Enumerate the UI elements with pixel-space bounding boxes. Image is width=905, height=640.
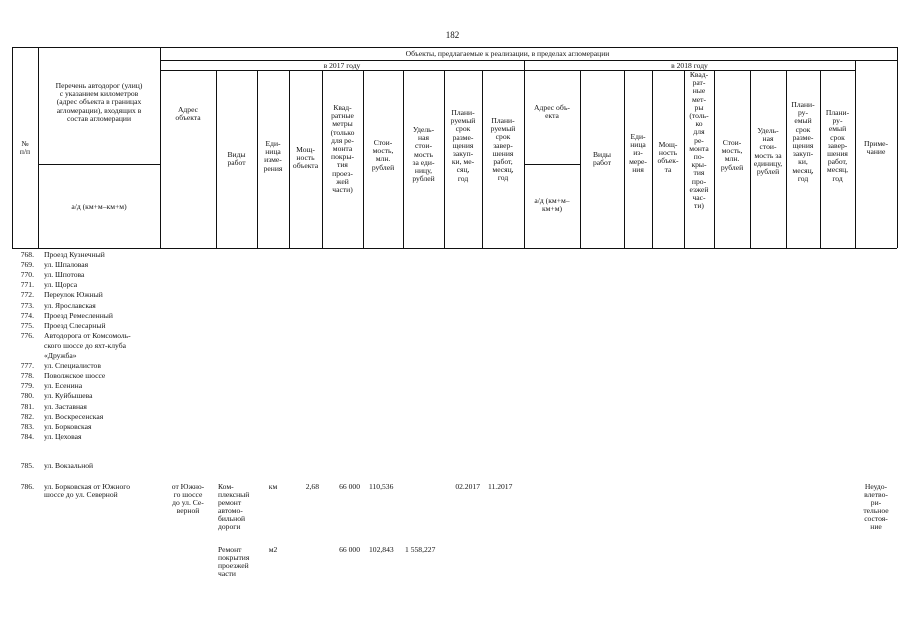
grid-line-v: [38, 47, 39, 248]
header-work-2018: Виды работ: [592, 150, 612, 168]
row-number: 778.: [20, 371, 34, 381]
row-786-cost-2: 102,843: [369, 545, 394, 554]
header-addr-2018: Адрес объ- екта: [534, 103, 570, 121]
row-786-power-1: 2,68: [305, 482, 319, 491]
row-786-name-line1: ул. Борковская от Южного: [44, 482, 130, 491]
header-no: № п/п: [19, 139, 31, 157]
grid-line-v: [897, 47, 898, 248]
grid-line-h: [524, 164, 580, 165]
row-number: 776.: [20, 330, 34, 340]
row-road-name: Переулок Южный: [44, 290, 103, 300]
row-road-name: ул. Воскресенская: [44, 411, 104, 421]
row-road-name: Проезд Ремесленный: [44, 310, 113, 320]
header-sqm-2017: Квад- ратные метры (только для ре- монта покры- тия проез- жей части): [330, 103, 355, 195]
header-addr-2017: Адрес объекта: [175, 105, 201, 123]
grid-line-h: [160, 60, 897, 61]
row-road-name: ул. Шпаловая: [44, 260, 89, 270]
row-road-name: ул. Есенина: [44, 381, 83, 391]
row-number: 779.: [20, 381, 34, 391]
grid-line-h: [38, 164, 160, 165]
header-cost-2017: Стои- мость, млн. рублей: [371, 138, 395, 172]
row-number: 773.: [20, 300, 34, 310]
row-road-name: Поволжское шоссе: [44, 371, 106, 381]
row-786-cost-1: 110,536: [369, 482, 394, 491]
row-786-name-line2: шоссе до ул. Северной: [44, 490, 118, 499]
grid-line-h: [12, 47, 897, 48]
row-road-name: Проезд Слесарный: [44, 320, 106, 330]
row-number: 781.: [20, 401, 34, 411]
page-number: 182: [445, 30, 460, 40]
row-road-name: ул. Щорса: [44, 280, 78, 290]
row-number: 770.: [20, 270, 34, 280]
header-work-2017: Виды работ: [227, 150, 246, 168]
row-road-name: ул. Куйбышева: [44, 391, 93, 401]
header-purchase-2017: Плани- руемый срок разме- щения закуп- ки, ме- сяц, год: [450, 108, 476, 183]
row-road-name: Автодорога от Комсомоль-: [44, 330, 131, 340]
header-end-2017: Плани- руемый срок завер- шения работ, месяц, год: [490, 116, 516, 183]
header-2017: в 2017 году: [323, 61, 361, 70]
grid-line-h: [12, 248, 897, 249]
header-road-list: Перечень автодорог (улиц) с указанием километров (адрес объекта в границах агломерации), входящих в состав агломерации: [55, 81, 143, 123]
row-number: 774.: [20, 310, 34, 320]
row-number: 771.: [20, 280, 34, 290]
row-road-name: ул. Специалистов: [44, 361, 101, 371]
header-end-2018: Плани- ру- емый срок завер- шения работ, месяц, год: [825, 108, 850, 183]
header-unit-2018: Еди- ница из- мере- ния: [629, 132, 647, 174]
row-786-unit-2: м2: [268, 545, 278, 554]
row-number: 775.: [20, 320, 34, 330]
header-power-2018: Мощ- ность объек- та: [657, 140, 679, 174]
header-specific-2017: Удель- ная стои- мость за еди- ницу, рублей: [412, 125, 435, 184]
row-road-name: ского шоссе до яхт-клуба: [44, 340, 126, 350]
header-objects: Объекты, предлагаемые к реализации, в пределах агломерации: [405, 49, 610, 58]
row-number: 783.: [20, 421, 34, 431]
row-786-sqm-1: 66 000: [339, 482, 360, 491]
grid-line-v: [524, 60, 525, 248]
row-road-name: ул. Борковская: [44, 421, 92, 431]
row-786-purchase-1: 02.2017: [455, 482, 480, 491]
row-number: 784.: [20, 431, 34, 441]
header-note: Приме- чание: [863, 139, 889, 157]
header-unit-2017: Еди- ница изме- рения: [263, 139, 283, 173]
header-ad-2018: а/д (км+м– км+м): [534, 196, 570, 214]
header-ad: а/д (км+м–км+м): [71, 202, 127, 211]
header-2018: в 2018 году: [671, 61, 708, 70]
row-road-name: «Дружба»: [44, 351, 77, 360]
row-number: 768.: [20, 250, 34, 259]
row-number: 769.: [20, 260, 34, 270]
row-road-name: ул. Цеховая: [44, 431, 82, 441]
row-786-number: 786.: [20, 482, 34, 491]
header-power-2017: Мощ- ность объекта: [292, 145, 319, 171]
row-786-sqm-2: 66 000: [339, 545, 360, 554]
row-number: 780.: [20, 391, 34, 401]
row-number: 772.: [20, 290, 34, 300]
row-number: 782.: [20, 411, 34, 421]
row-road-name: ул. Шпотова: [44, 270, 85, 280]
header-specific-2018: Удель- ная стои- мость за единицу, рублей: [753, 126, 783, 177]
row-786-end-1: 11.2017: [488, 482, 513, 491]
row-road-name: ул. Ярославская: [44, 300, 96, 310]
header-cost-2018: Стои- мость, млн. рублей: [720, 138, 744, 172]
row-road-name: ул. Заставная: [44, 401, 87, 411]
header-sqm-2018: Квад- рат- ные мет- ры (толь- ко для ре- монта по- кры- тия про- езжей час- ти): [689, 70, 709, 211]
row-785-number: 785.: [20, 461, 34, 470]
row-road-name: Проезд Кузнечный: [44, 250, 105, 259]
row-786-specific-2: 1 558,227: [405, 545, 436, 554]
row-786-unit-1: км: [268, 482, 278, 491]
row-number: 777.: [20, 361, 34, 371]
grid-line-v: [160, 47, 161, 248]
row-785-name: ул. Вокзальной: [44, 461, 94, 470]
header-purchase-2018: Плани- ру- емый срок разме- щения закуп- ки, месяц, год: [791, 100, 815, 183]
